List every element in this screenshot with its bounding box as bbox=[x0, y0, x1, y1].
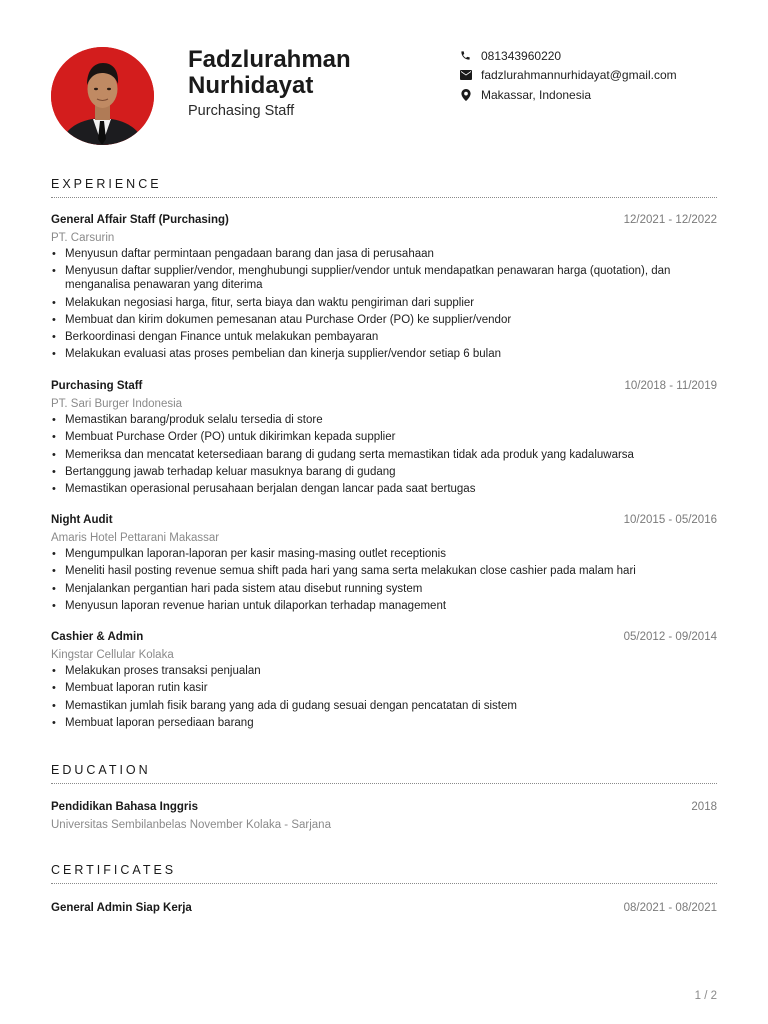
certificate-entry bbox=[51, 902, 717, 918]
list-item: • Mengumpulkan laporan-laporan per kasir masing-masing outlet receptionis bbox=[51, 547, 717, 561]
page-number: 1 / 2 bbox=[694, 990, 717, 1002]
list-item: • Membuat laporan rutin kasir bbox=[51, 681, 717, 695]
job-role: General Affair Staff (Purchasing) bbox=[51, 214, 229, 226]
education-heading: EDUCATION bbox=[51, 763, 717, 777]
job-role: Purchasing Staff bbox=[51, 380, 143, 392]
contact-location bbox=[459, 85, 677, 105]
job-date: 12/2021 - 12/2022 bbox=[623, 214, 717, 226]
list-item: • Menyusun daftar supplier/vendor, menghubungi supplier/vendor untuk mendapatkan penawaran harga (quotation), dan menganalisa penawaran yang diterima bbox=[51, 264, 717, 292]
list-item: • Membuat Purchase Order (PO) untuk dikirimkan kepada supplier bbox=[51, 430, 717, 444]
experience-entry bbox=[51, 631, 717, 733]
location-pin-icon bbox=[459, 88, 472, 101]
list-item: • Menjalankan pergantian hari pada sistem atau disebut running system bbox=[51, 582, 717, 596]
list-item: • Membuat dan kirim dokumen pemesanan atau Purchase Order (PO) ke supplier/vendor bbox=[51, 313, 717, 327]
resume-header bbox=[0, 0, 768, 160]
mail-icon bbox=[459, 69, 472, 82]
education-entry bbox=[51, 801, 717, 833]
job-company: Kingstar Cellular Kolaka bbox=[51, 649, 174, 661]
job-date: 10/2018 - 11/2019 bbox=[624, 380, 717, 392]
job-date: 05/2012 - 09/2014 bbox=[623, 631, 717, 643]
candidate-name: Fadzlurahman Nurhidayat bbox=[188, 46, 351, 99]
job-role: Night Audit bbox=[51, 514, 113, 526]
list-item: • Melakukan proses transaksi penjualan bbox=[51, 664, 717, 678]
section-divider bbox=[51, 783, 717, 784]
list-item: • Berkoordinasi dengan Finance untuk melakukan pembayaran bbox=[51, 330, 717, 344]
avatar bbox=[51, 47, 154, 145]
job-bullets bbox=[51, 247, 717, 361]
person-photo-icon bbox=[51, 47, 154, 145]
location-text: Makassar, Indonesia bbox=[481, 87, 592, 102]
job-company: PT. Sari Burger Indonesia bbox=[51, 398, 183, 410]
certificates-heading: CERTIFICATES bbox=[51, 863, 717, 877]
experience-entry bbox=[51, 214, 717, 365]
list-item: • Meneliti hasil posting revenue semua shift pada hari yang sama serta melakukan close cashier pada malam hari bbox=[51, 564, 717, 578]
job-date: 10/2015 - 05/2016 bbox=[623, 514, 717, 526]
graduation-year: 2018 bbox=[691, 801, 717, 813]
certificate-name: General Admin Siap Kerja bbox=[51, 902, 192, 914]
job-bullets bbox=[51, 664, 717, 730]
certificate-date: 08/2021 - 08/2021 bbox=[623, 902, 717, 914]
contact-email bbox=[459, 66, 677, 86]
experience-entry bbox=[51, 380, 717, 499]
list-item: • Memastikan operasional perusahaan berjalan dengan lancar pada saat bertugas bbox=[51, 482, 717, 496]
job-bullets bbox=[51, 413, 717, 496]
job-bullets bbox=[51, 547, 717, 613]
job-role: Cashier & Admin bbox=[51, 631, 144, 643]
list-item: • Menyusun daftar permintaan pengadaan barang dan jasa di perusahaan bbox=[51, 247, 717, 261]
list-item: • Bertanggung jawab terhadap keluar masuknya barang di gudang bbox=[51, 465, 717, 479]
experience-heading: EXPERIENCE bbox=[51, 177, 717, 191]
contact-phone bbox=[459, 46, 677, 66]
section-divider bbox=[51, 883, 717, 884]
experience-entry bbox=[51, 514, 717, 616]
job-company: Amaris Hotel Pettarani Makassar bbox=[51, 532, 220, 544]
list-item: • Menyusun laporan revenue harian untuk dilaporkan terhadap management bbox=[51, 599, 717, 613]
section-divider bbox=[51, 197, 717, 198]
job-company: PT. Carsurin bbox=[51, 232, 115, 244]
list-item: • Melakukan negosiasi harga, fitur, serta biaya dan waktu pengiriman dari supplier bbox=[51, 296, 717, 310]
phone-icon bbox=[459, 49, 472, 62]
candidate-title: Purchasing Staff bbox=[188, 103, 295, 119]
list-item: • Memastikan jumlah fisik barang yang ada di gudang sesuai dengan pencatatan di sistem bbox=[51, 699, 717, 713]
list-item: • Membuat laporan persediaan barang bbox=[51, 716, 717, 730]
list-item: • Memastikan barang/produk selalu tersedia di store bbox=[51, 413, 717, 427]
email-text[interactable]: fadzlurahmannurhidayat@gmail.com bbox=[481, 68, 677, 83]
phone-text[interactable]: 081343960220 bbox=[481, 48, 562, 63]
contact-block bbox=[459, 46, 677, 105]
list-item: • Memeriksa dan mencatat ketersediaan barang di gudang serta memastikan tidak ada produk yang kadaluwarsa bbox=[51, 448, 717, 462]
degree-name: Pendidikan Bahasa Inggris bbox=[51, 801, 198, 813]
list-item: • Melakukan evaluasi atas proses pembelian dan kinerja supplier/vendor setiap 6 bulan bbox=[51, 347, 717, 361]
school-name: Universitas Sembilanbelas November Kolaka - Sarjana bbox=[51, 819, 331, 831]
